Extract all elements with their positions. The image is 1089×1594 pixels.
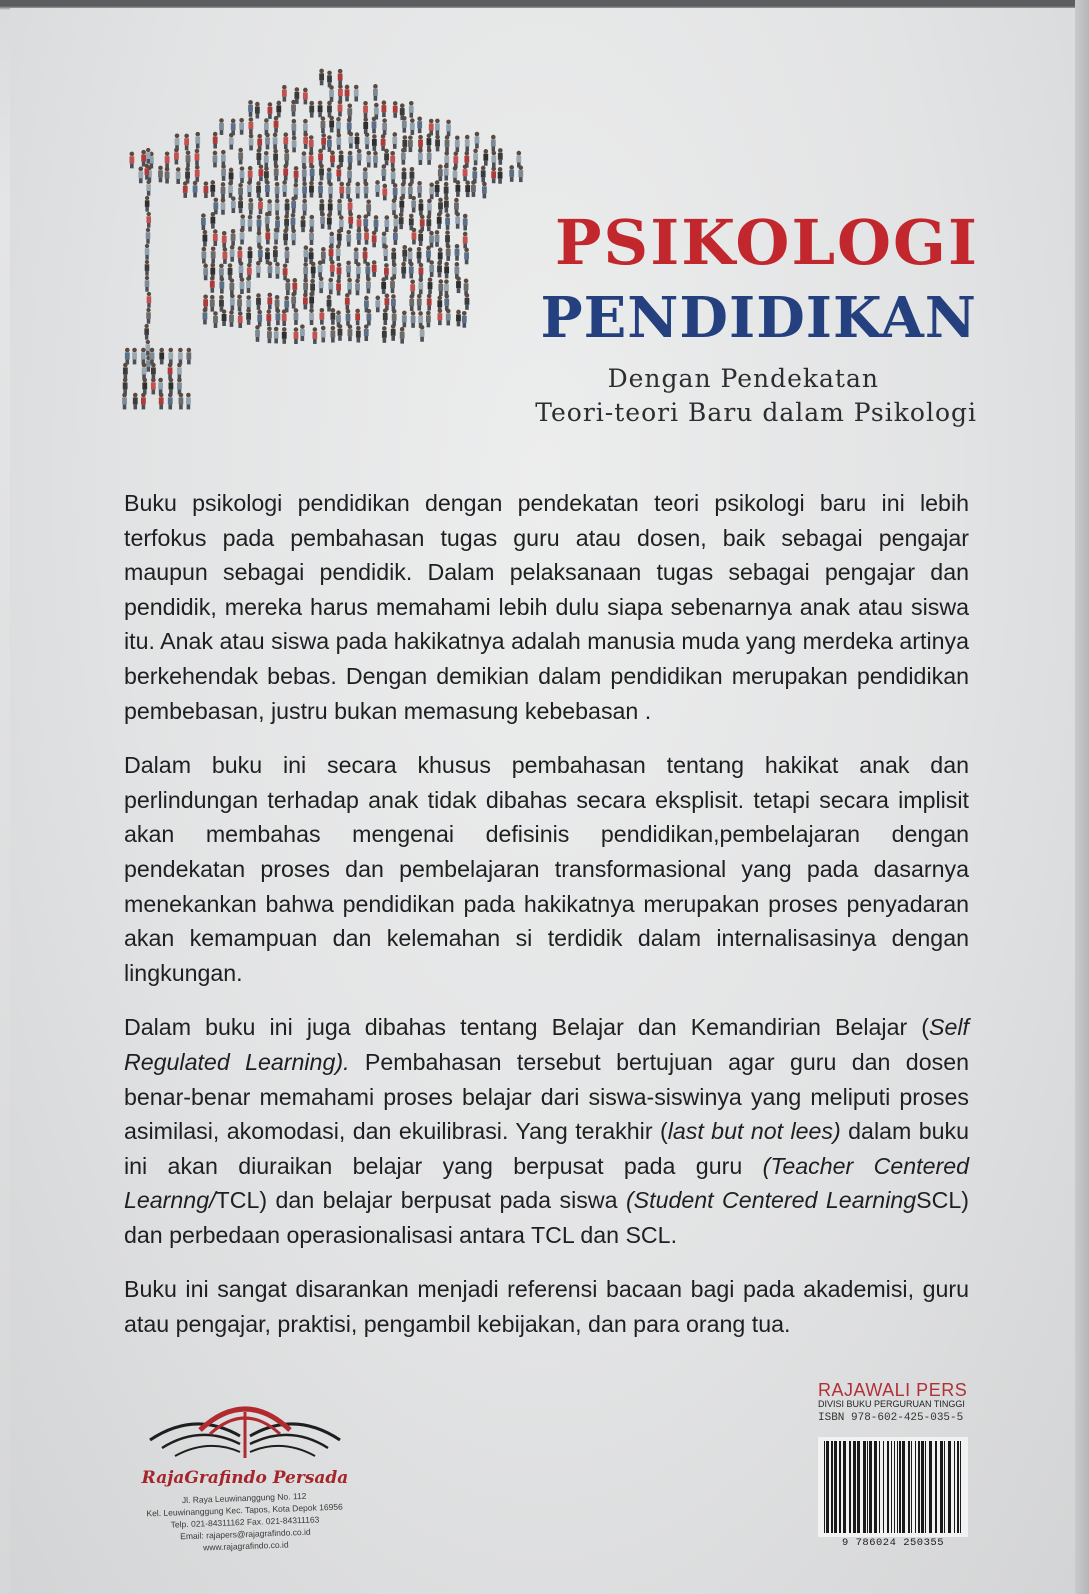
p3-text-e: SCL) dan perbedaan operasionalisasi antara TCL dan SCL. <box>124 1187 969 1248</box>
p3-text-c: dalam buku ini akan diuraikan belajar yang berpusat pada guru <box>124 1118 969 1179</box>
blurb-paragraph-3 <box>124 1010 969 1252</box>
p3-italic-a: Self Regulated Learning). <box>124 1014 969 1075</box>
p3-text-b: Pembahasan tersebut bertujuan agar guru dan dosen benar-benar memahami proses belajar dari siswa-siswinya yang meliputi proses asimilasi, akomodasi, dan ekuilibrasi. Yang terakhir ( <box>124 1048 969 1145</box>
p3-italic-d: (Student Centered Learning <box>625 1187 917 1214</box>
blurb-paragraph-4: Buku ini sangat disarankan menjadi referensi bacaan bagi pada akademisi, guru atau pengajar, praktisi, pengambil kebijakan, dan para orang tua. <box>124 1276 969 1338</box>
publisher-address-2: Kel. Leuwinanggung Kec. Tapos, Kota Depok 16956 <box>146 1501 343 1519</box>
publisher-email: Email: rajapers@rajagrafindo.co.id <box>180 1526 311 1542</box>
publisher-phone: Telp. 021-84311162 Fax. 021-84311163 <box>170 1514 320 1530</box>
cover-edge <box>1075 0 1089 1594</box>
publisher-info <box>129 1488 361 1556</box>
blurb-paragraph-1: Buku psikologi pendidikan dengan pendekatan teori psikologi baru ini lebih terfokus pada pembahasan tugas guru atau dosen, baik sebagai pengajar maupun sebagai pendidik. Dalam pelaksanaan tugas sebagai pengajar dan pendidik, mereka harus memahami lebih dulu siapa sebenarnya anak atau siswa itu. Anak atau siswa pada hakikatnya adalah manusia muda yang merdeka artinya berkehendak bebas. Dengan demikian dalam pendidikan merupakan pendidikan pembebasan, justru bukan memasung kebebasan . <box>124 490 969 724</box>
graduation-cap-crowd-illustration <box>118 30 558 430</box>
barcode-icon <box>818 1437 968 1537</box>
title-line-2: PENDIDIKAN <box>540 285 977 351</box>
blurb-paragraph-2: Dalam buku ini secara khusus pembahasan tentang hakikat anak dan perlindungan terhadap anak tidak dibahas secara eksplisit. tetapi secara implisit akan membahas mengenai defisinis pendidikan,pembelajaran dengan pendekatan proses dan pembelajaran transformasional yang pada dasarnya menekankan bahwa pendidikan pada hakikatnya merupakan proses penyadaran akan kemampuan dan kelemahan si terdidik dalam internalisasinya dengan lingkungan. <box>124 752 969 986</box>
publisher-logo-block <box>130 1390 360 1570</box>
open-book-logo-icon <box>140 1390 350 1462</box>
subtitle-line-2: Teori-teori Baru dalam Psikologi <box>535 398 977 427</box>
p3-italic-b: last but not lees) <box>667 1118 841 1145</box>
isbn-text: ISBN 978-602-425-035-5 <box>818 1412 964 1424</box>
subtitle-line-1: Dengan Pendekatan <box>607 364 879 393</box>
title-line-1: PSIKOLOGI <box>554 206 979 279</box>
imprint-block <box>818 1381 978 1425</box>
blurb-text <box>124 486 969 1362</box>
barcode-number: 9 786024 250355 <box>841 1537 944 1549</box>
imprint-division: DIVISI BUKU PERGURUAN TINGGI <box>818 1399 965 1409</box>
publisher-address-1: Jl. Raya Leuwinanggung No. 112 <box>181 1490 307 1506</box>
publisher-web: www.rajagrafindo.co.id <box>202 1539 289 1553</box>
imprint-name: RAJAWALI PERS <box>818 1380 968 1400</box>
publisher-name: RajaGrafindo Persada <box>141 1468 349 1488</box>
p3-italic-c: (Teacher Centered Learnng/ <box>124 1152 969 1214</box>
p3-text-a: Dalam buku ini juga dibahas tentang Belajar dan Kemandirian Belajar ( <box>124 1014 930 1041</box>
p3-text-d: TCL) dan belajar berpusat pada siswa <box>215 1187 626 1214</box>
